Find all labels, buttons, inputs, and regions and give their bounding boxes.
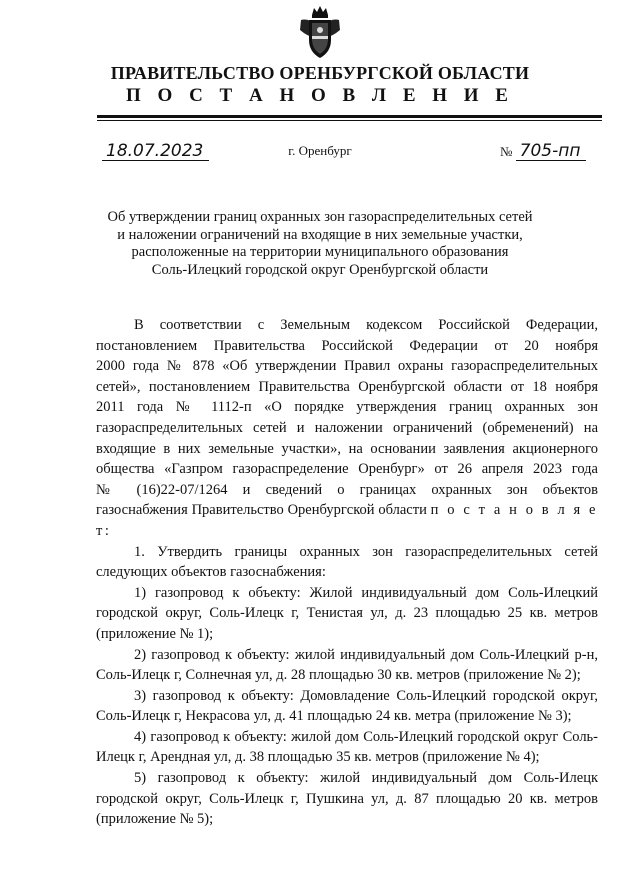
header-rule-thin (97, 120, 602, 121)
body-line: В соответствии с Земельным кодексом Российской Федерации, (134, 317, 598, 333)
subitem-line: городской округ, Соль-Илецк г, Пушкина ул, д. 87 площадью 20 кв. метров (96, 790, 598, 807)
header-rule-thick (97, 115, 602, 118)
subitem-line: Соль-Илецк г, Солнечная ул, д. 28 площадью 30 кв. метров (приложение № 2); (96, 667, 581, 684)
document-number (500, 143, 586, 161)
subitem-line: (приложение № 1); (96, 625, 214, 642)
document-body (96, 315, 598, 830)
subject-line: расположенные на территории муниципального образования (131, 244, 509, 260)
body-line-resolves (96, 500, 598, 541)
subject-line: и наложении ограничений на входящие в них земельные участки, (117, 226, 523, 243)
subject-line: Соль-Илецкий городской округ Оренбургской области (151, 261, 489, 278)
item-line: 1. Утвердить границы охранных зон газораспределительных сетей (134, 543, 598, 560)
body-line: газораспределительных сетей и наложении ограничений (обременений) на (96, 419, 598, 436)
body-line: 2000 года № 878 «Об утверждении Правил охраны газораспределительных (96, 358, 598, 375)
subitem-line: Соль-Илецк г, Некрасова ул, д. 41 площадью 24 кв. метра (приложение № 3); (96, 708, 572, 725)
government-title: ПРАВИТЕЛЬСТВО ОРЕНБУРГСКОЙ ОБЛАСТИ (110, 63, 530, 83)
subject-line: Об утверждении границ охранных зон газораспределительных сетей (107, 209, 533, 225)
body-line: входящие в них земельные участки», на основании заявления акционерного (96, 440, 598, 457)
subitem-line: 2) газопровод к объекту: жилой индивидуальный дом Соль-Илецкий р-н, (134, 646, 598, 663)
subitem-line: (приложение № 5); (96, 811, 214, 828)
body-line: 2011 года № 1112-п «О порядке утверждения границ охранных зон (96, 399, 598, 416)
body-line: общества «Газпром газораспределение Оренбург» от 26 апреля 2023 года (96, 461, 598, 478)
body-line: № (16)22-07/1264 и сведений о границах охранных зон объектов (96, 481, 598, 498)
document-subject (0, 209, 640, 279)
document-city: г. Оренбург (288, 143, 352, 158)
resolves-word: п о с т а н о в л я е т: (96, 502, 598, 539)
subitem-line: городской округ, Соль-Илецк г, Тенистая ул, д. 23 площадью 25 кв. метров (96, 605, 598, 622)
subitem-line: 3) газопровод к объекту: Домовладение Соль-Илецкий городской округ, (134, 687, 598, 704)
subitem-line: 4) газопровод к объекту: жилой дом Соль-Илецкий городской округ Соль- (134, 728, 598, 745)
subitem-line: Илецк г, Арендная ул, д. 38 площадью 35 кв. метров (приложение № 4); (96, 749, 540, 766)
preamble-last: газоснабжения Правительство Оренбургской области (96, 502, 427, 519)
coat-of-arms-icon (298, 6, 342, 60)
subitem-line: 1) газопровод к объекту: Жилой индивидуальный дом Соль-Илецкий (134, 584, 598, 601)
body-line: сетей», постановлением Правительства Оренбургской области от 18 ноября (96, 378, 598, 395)
document-type: П О С Т А Н О В Л Е Н И Е (126, 85, 514, 106)
item-line: следующих объектов газоснабжения: (96, 564, 326, 581)
number-handwritten: 705-пп (516, 143, 587, 161)
body-line: постановлением Правительства Российской Федерации от 20 ноября (96, 337, 598, 354)
date-handwritten: 18.07.2023 (102, 143, 209, 161)
number-sign: № (500, 144, 513, 159)
subitem-line: 5) газопровод к объекту: жилой индивидуальный дом Соль-Илецк (134, 770, 598, 787)
